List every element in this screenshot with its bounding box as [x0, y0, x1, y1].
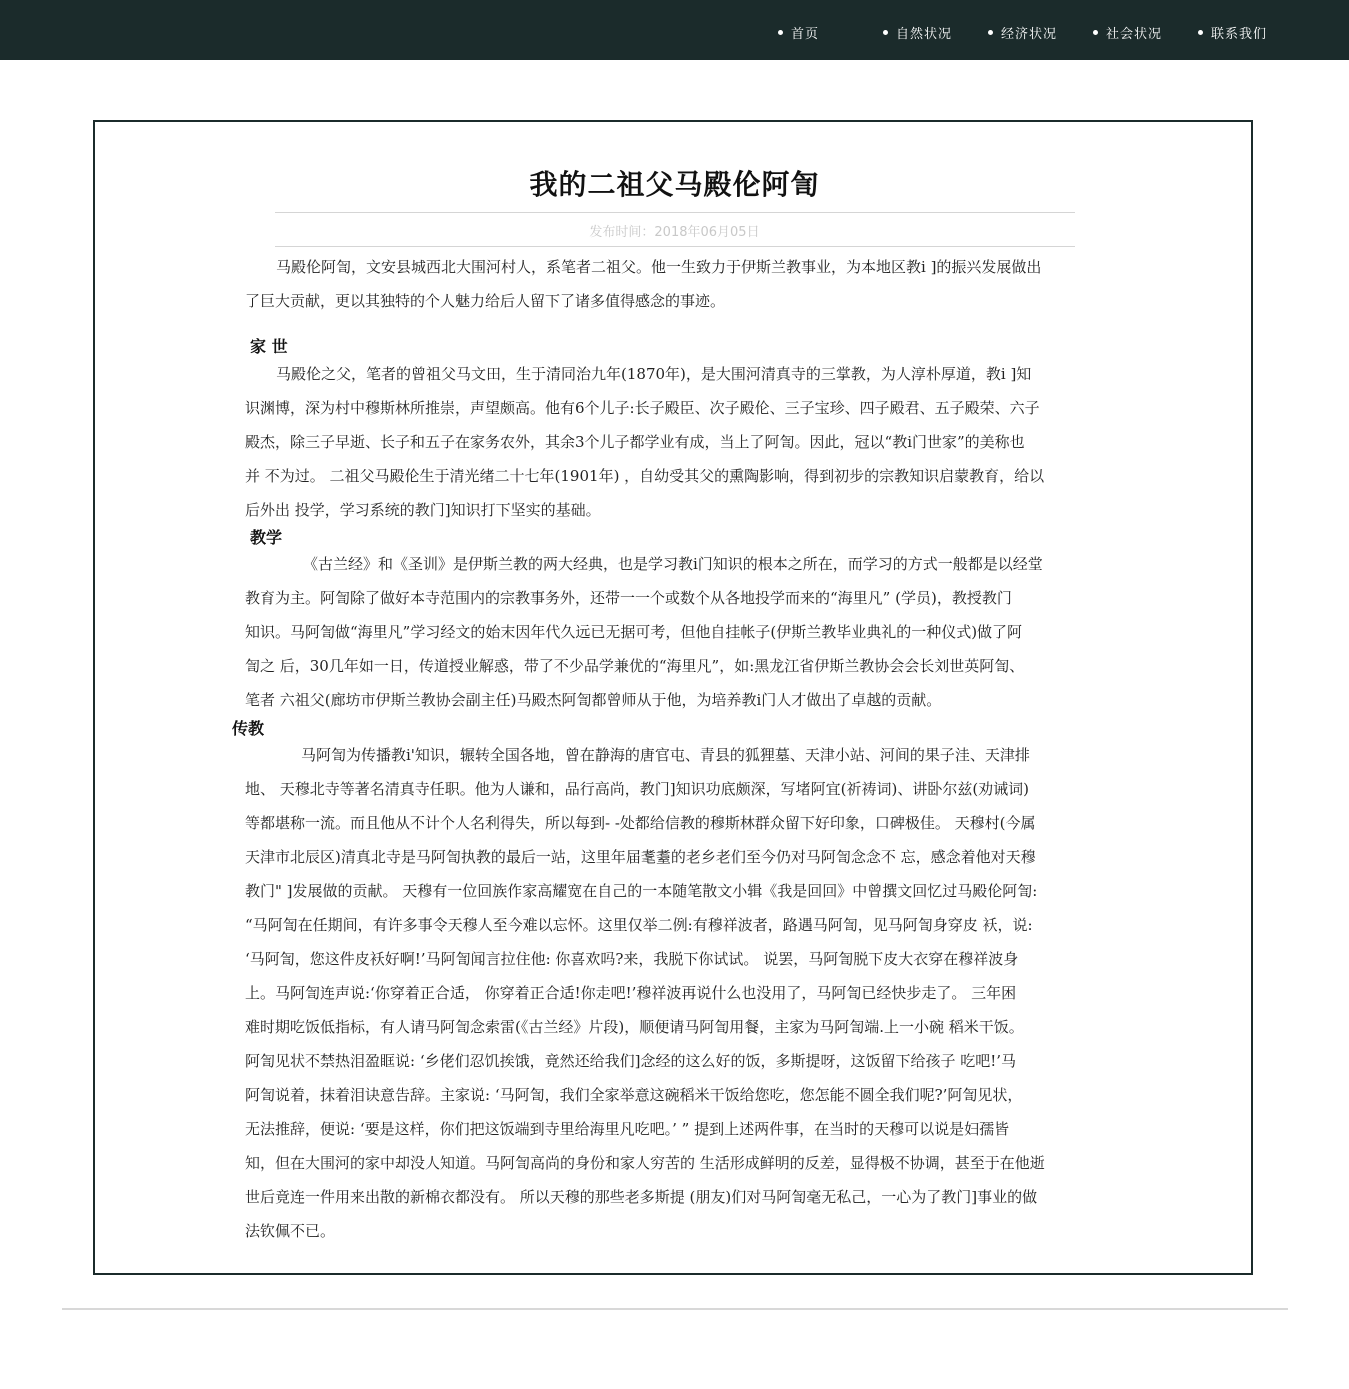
bullet-icon	[988, 30, 993, 35]
bullet-icon	[883, 30, 888, 35]
section-heading-family: 家 世	[250, 337, 288, 356]
paragraph-line: 无法推辞，便说: ‘要是这样，你们把这饭端到寺里给海里凡吃吧。’ ” 提到上述两件事，在当时的天穆可以说是妇孺皆	[245, 1120, 1010, 1138]
section-heading-teaching: 教学	[250, 528, 283, 547]
main-nav	[0, 0, 1349, 60]
nav-label: 首页	[791, 26, 820, 42]
paragraph-line: 教门" ]发展做的贡献。 天穆有一位回族作家高耀宽在自己的一本随笔散文小辑《我是回回》中曾撰文回忆过马殿伦阿訇:	[245, 882, 1038, 900]
paragraph-line: 后外出 投学，学习系统的教门]知识打下坚实的基础。	[245, 501, 601, 519]
paragraph-line: 马阿訇为传播教i'知识，辗转全国各地，曾在静海的唐官屯、青县的狐狸墓、天津小站、河间的果子洼、天津排	[301, 746, 1030, 764]
publish-date: 发布时间：2018年06月05日	[589, 225, 760, 240]
top-navigation-bar	[0, 0, 1349, 60]
paragraph-line: 识渊博，深为村中穆斯林所推崇，声望颇高。他有6个儿子:长子殿臣、次子殿伦、三子宝珍、四子殿君、五子殿荣、六子	[245, 399, 1040, 417]
nav-item-society[interactable]	[1093, 22, 1162, 42]
nav-label: 社会状况	[1106, 26, 1163, 42]
paragraph-line: 知，但在大围河的家中却没人知道。马阿訇高尚的身份和家人穷苦的 生活形成鲜明的反差，显得极不协调，甚至于在他逝	[245, 1154, 1045, 1172]
nav-label: 经济状况	[1001, 26, 1058, 42]
bullet-icon	[1198, 30, 1203, 35]
paragraph-line: 教育为主。阿訇除了做好本寺范围内的宗教事务外，还带一一个或数个从各地投学而来的“海里凡” (学员)，教授教门	[245, 589, 1012, 607]
paragraph-line: 法钦佩不已。	[245, 1222, 336, 1240]
paragraph-line: 了巨大贡献，更以其独特的个人魅力给后人留下了诸多值得感念的事迹。	[245, 292, 726, 310]
paragraph-line: 上。马阿訇连声说:‘你穿着正合适， 你穿着正合适!你走吧!’穆祥波再说什么也没用了，马阿訇已经快步走了。 三年困	[245, 984, 1017, 1002]
paragraph-line: “马阿訇在任期间，有许多事令天穆人至今难以忘怀。这里仅举二例:有穆祥波者，路遇马阿訇，见马阿訇身穿皮 袄，说:	[245, 916, 1033, 934]
paragraph-line: 阿訇说着，抹着泪诀意告辞。主家说: ‘马阿訇，我们全家举意这碗稻米干饭给您吃，您怎能不圆全我们呢?’阿訇见状，	[245, 1086, 1023, 1104]
section-heading-preaching: 传教	[232, 719, 265, 738]
paragraph-line: 阿訇见状不禁热泪盈眶说: ‘乡佬们忍饥挨饿，竟然还给我们]念经的这么好的饭，多斯提呀，这饭留下给孩子 吃吧!’马	[245, 1052, 1017, 1070]
article-title: 我的二祖父马殿伦阿訇	[529, 168, 820, 201]
paragraph-line: 知识。马阿訇做“海里凡”学习经文的始末因年代久远已无据可考，但他自挂帐子(伊斯兰教毕业典礼的一种仪式)做了阿	[245, 623, 1023, 641]
footer-divider	[62, 1308, 1288, 1310]
paragraph-line: ‘马阿訇，您这件皮袄好啊!’马阿訇闻言拉住他: 你喜欢吗?来，我脱下你试试。 说罢，马阿訇脱下皮大衣穿在穆祥波身	[245, 950, 1019, 968]
bullet-icon	[778, 30, 783, 35]
paragraph-line: 世后竟连一件用来出散的新棉衣都没有。 所以天穆的那些老多斯提 (朋友)们对马阿訇毫无私己，一心为了教门]事业的做	[245, 1188, 1038, 1206]
nav-item-home[interactable]	[778, 22, 819, 42]
bullet-icon	[1093, 30, 1098, 35]
date-divider	[275, 246, 1075, 247]
nav-label: 自然状况	[896, 26, 953, 42]
nav-item-nature[interactable]	[883, 22, 952, 42]
paragraph-line: 马殿伦阿訇，文安县城西北大围河村人，系笔者二祖父。他一生致力于伊斯兰教事业，为本地区教i ]的振兴发展做出	[276, 258, 1042, 276]
paragraph-line: 笔者 六祖父(廊坊市伊斯兰教协会副主任)马殿杰阿訇都曾师从于他，为培养教i门人才做出了卓越的贡献。	[245, 691, 942, 709]
paragraph-line: 并 不为过。 二祖父马殿伦生于清光绪二十七年(1901年) ，自幼受其父的熏陶影响，得到初步的宗教知识启蒙教育，给以	[245, 467, 1045, 485]
paragraph-line: 难时期吃饭低指标，有人请马阿訇念索雷(《古兰经》片段)，顺便请马阿訇用餐，主家为马阿訇端.上一小碗 稻米干饭。	[245, 1018, 1024, 1036]
paragraph-line: 马殿伦之父，笔者的曾祖父马文田，生于清同治九年(1870年)，是大围河清真寺的三掌教，为人淳朴厚道，教i ]知	[276, 365, 1032, 383]
paragraph-line: 等都堪称一流。而且他从不计个人名利得失，所以每到- -处都给信教的穆斯林群众留下好印象，口碑极佳。 天穆村(今属	[245, 814, 1036, 832]
paragraph-line: 《古兰经》和《圣训》是伊斯兰教的两大经典，也是学习教i门知识的根本之所在，而学习的方式一般都是以经堂	[303, 555, 1043, 573]
paragraph-line: 訇之 后，30几年如一日，传道授业解惑，带了不少品学兼优的“海里凡”，如:黑龙江省伊斯兰教协会会长刘世英阿訇、	[245, 657, 1025, 675]
paragraph-line: 天津市北辰区)清真北寺是马阿訇执教的最后一站，这里年届耄耋的老乡老们至今仍对马阿訇念念不 忘，感念着他对天穆	[245, 848, 1036, 866]
paragraph-line: 地、 天穆北寺等著名清真寺任职。他为人谦和，品行高尚，教门]知识功底颇深，写堵阿宜(祈祷词)、讲卧尔兹(劝诫词)	[245, 780, 1030, 798]
nav-item-contact[interactable]	[1198, 22, 1267, 42]
paragraph-line: 殿杰，除三子早逝、长子和五子在家务农外，其余3个儿子都学业有成，当上了阿訇。因此，冠以“教i门世家”的美称也	[245, 433, 1025, 451]
nav-label: 联系我们	[1211, 26, 1268, 42]
title-divider	[275, 212, 1075, 213]
nav-item-economy[interactable]	[988, 22, 1057, 42]
